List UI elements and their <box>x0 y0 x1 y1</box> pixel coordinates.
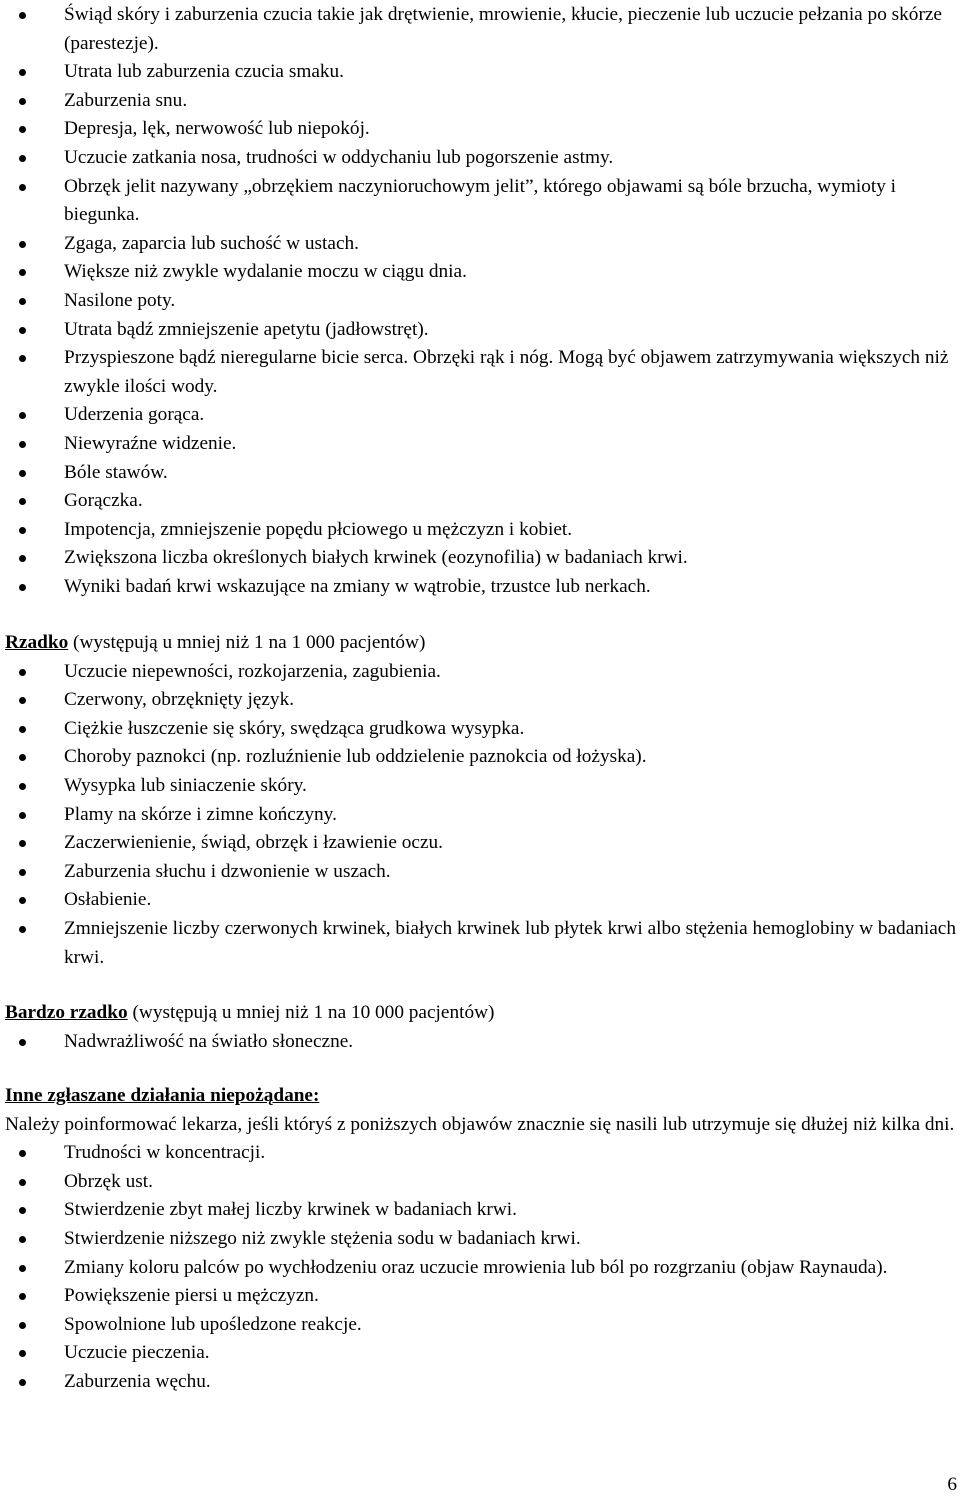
list-item: Depresja, lęk, nerwowość lub niepokój. <box>0 115 960 144</box>
list-item: Uczucie zatkania nosa, trudności w oddychaniu lub pogorszenie astmy. <box>0 144 960 173</box>
list-item: Zaburzenia węchu. <box>0 1368 960 1397</box>
list-item: Trudności w koncentracji. <box>0 1139 960 1168</box>
list-item: Świąd skóry i zaburzenia czucia takie jak drętwienie, mrowienie, kłucie, pieczenie lub uczucie pełzania po skórze (parestezje). <box>0 1 960 58</box>
very-rare-list <box>0 1028 960 1057</box>
other-heading-label: Inne zgłaszane działania niepożądane: <box>5 1085 320 1106</box>
rare-heading-frequency: (występują u mniej niż 1 na 1 000 pacjentów) <box>68 632 426 653</box>
list-item: Większe niż zwykle wydalanie moczu w ciągu dnia. <box>0 258 960 287</box>
list-item: Przyspieszone bądź nieregularne bicie serca. Obrzęki rąk i nóg. Mogą być objawem zatrzymywania większych niż zwykle ilości wody. <box>0 344 960 401</box>
other-list <box>0 1139 960 1396</box>
list-item: Czerwony, obrzęknięty język. <box>0 686 960 715</box>
rare-heading-label: Rzadko <box>5 632 69 653</box>
very-rare-heading-label: Bardzo rzadko <box>5 1002 128 1023</box>
page-number: 6 <box>947 1474 957 1495</box>
list-item: Uderzenia gorąca. <box>0 401 960 430</box>
list-item: Zaczerwienienie, świąd, obrzęk i łzawienie oczu. <box>0 829 960 858</box>
list-item: Uczucie niepewności, rozkojarzenia, zagubienia. <box>0 658 960 687</box>
list-item: Utrata bądź zmniejszenie apetytu (jadłowstręt). <box>0 316 960 345</box>
list-item: Impotencja, zmniejszenie popędu płciowego u mężczyzn i kobiet. <box>0 516 960 545</box>
list-item: Zgaga, zaparcia lub suchość w ustach. <box>0 230 960 259</box>
list-item: Utrata lub zaburzenia czucia smaku. <box>0 58 960 87</box>
list-item: Zmiany koloru palców po wychłodzeniu oraz uczucie mrowienia lub ból po rozgrzaniu (objaw Raynauda). <box>0 1254 960 1283</box>
rare-list <box>0 658 960 973</box>
list-item: Uczucie pieczenia. <box>0 1339 960 1368</box>
list-item: Wysypka lub siniaczenie skóry. <box>0 772 960 801</box>
other-heading <box>0 1082 960 1111</box>
list-item: Stwierdzenie zbyt małej liczby krwinek w badaniach krwi. <box>0 1196 960 1225</box>
other-intro: Należy poinformować lekarza, jeśli któryś z poniższych objawów znacznie się nasili lub utrzymuje się dłużej niż kilka dni. <box>5 1113 955 1135</box>
list-item: Zwiększona liczba określonych białych krwinek (eozynofilia) w badaniach krwi. <box>0 544 960 573</box>
other-section <box>0 1082 960 1397</box>
list-item: Stwierdzenie niższego niż zwykle stężenia sodu w badaniach krwi. <box>0 1225 960 1254</box>
very-rare-heading-frequency: (występują u mniej niż 1 na 10 000 pacjentów) <box>127 1002 495 1023</box>
list-item: Wyniki badań krwi wskazujące na zmiany w wątrobie, trzustce lub nerkach. <box>0 573 960 602</box>
list-item: Choroby paznokci (np. rozluźnienie lub oddzielenie paznokcia od łożyska). <box>0 743 960 772</box>
list-item: Plamy na skórze i zimne kończyny. <box>0 801 960 830</box>
side-effects-list <box>0 1 960 601</box>
list-item: Obrzęk jelit nazywany „obrzękiem naczynioruchowym jelit”, którego objawami są bóle brzucha, wymioty i biegunka. <box>0 173 960 230</box>
very-rare-heading <box>0 999 960 1028</box>
list-item: Zaburzenia snu. <box>0 87 960 116</box>
list-item: Zmniejszenie liczby czerwonych krwinek, białych krwinek lub płytek krwi albo stężenia hemoglobiny w badaniach krwi. <box>0 915 960 972</box>
list-item: Powiększenie piersi u mężczyzn. <box>0 1282 960 1311</box>
list-item: Obrzęk ust. <box>0 1168 960 1197</box>
list-item: Spowolnione lub upośledzone reakcje. <box>0 1311 960 1340</box>
rare-section <box>0 629 960 972</box>
list-item: Niewyraźne widzenie. <box>0 430 960 459</box>
very-rare-section <box>0 999 960 1056</box>
list-item: Nasilone poty. <box>0 287 960 316</box>
list-item: Osłabienie. <box>0 886 960 915</box>
list-item: Nadwrażliwość na światło słoneczne. <box>0 1028 960 1057</box>
list-item: Zaburzenia słuchu i dzwonienie w uszach. <box>0 858 960 887</box>
rare-heading <box>0 629 960 658</box>
list-item: Ciężkie łuszczenie się skóry, swędząca grudkowa wysypka. <box>0 715 960 744</box>
list-item: Gorączka. <box>0 487 960 516</box>
list-item: Bóle stawów. <box>0 459 960 488</box>
